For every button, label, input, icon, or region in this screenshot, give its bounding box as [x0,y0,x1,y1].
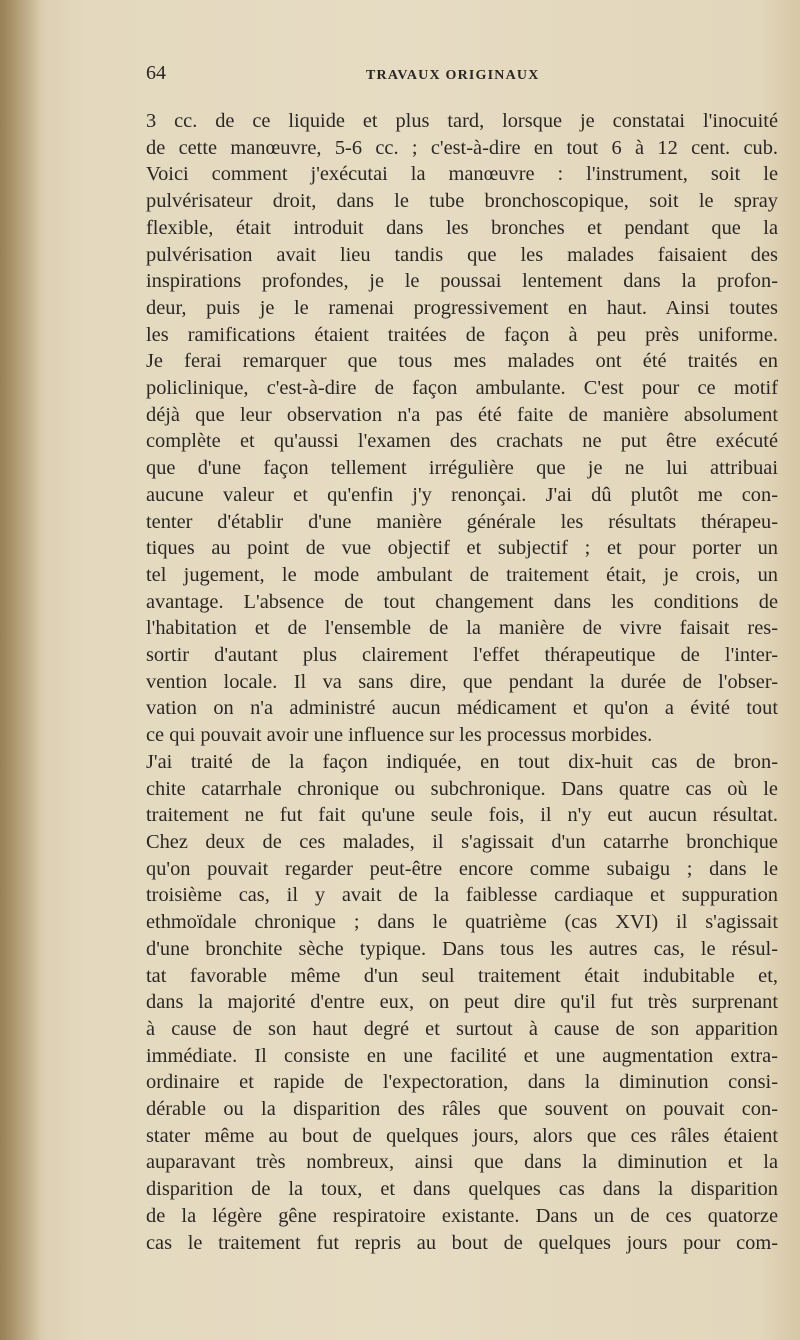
text-line: l'habitation et de l'ensemble de la manière de vivre faisait res- [146,617,778,640]
text-line: pulvérisateur droit, dans le tube bronchoscopique, soit le spray [146,190,778,213]
text-line: policlinique, c'est-à-dire de façon ambulante. C'est pour ce motif [146,377,778,400]
text-line: flexible, était introduit dans les bronches et pendant que la [146,216,778,239]
text-line: qu'on pouvait regarder peut-être encore comme subaigu ; dans le [146,857,778,880]
text-line: tel jugement, le mode ambulant de traitement était, je crois, un [146,563,778,586]
text-line: 3 cc. de ce liquide et plus tard, lorsque je constatai l'inocuité [146,110,778,132]
text-line: ethmoïdale chronique ; dans le quatrième (cas XVI) il s'agissait [146,911,778,934]
running-head: TRAVAUX ORIGINAUX [366,68,540,83]
text-line: de la légère gêne respiratoire existante. Dans un de ces quatorze [146,1204,778,1227]
text-line: Voici comment j'exécutai la manœuvre : l'instrument, soit le [146,163,778,186]
text-line: déjà que leur observation n'a pas été faite de manière absolument [146,403,778,426]
text-line: inspirations profondes, je le poussai lentement dans la profon- [146,270,778,293]
text-line: avantage. L'absence de tout changement dans les conditions de [146,590,778,613]
text-line: immédiate. Il consiste en une facilité et une augmentation extra- [146,1044,778,1067]
text-line: tiques au point de vue objectif et subjectif ; et pour porter un [146,537,778,560]
text-line: d'une bronchite sèche typique. Dans tous les autres cas, le résul- [146,937,778,960]
text-line: aucune valeur et qu'enfin j'y renonçai. J'ai dû plutôt me con- [146,483,778,506]
text-line: tat favorable même d'un seul traitement était indubitable et, [146,964,778,987]
text-line: pulvérisation avait lieu tandis que les malades faisaient des [146,243,778,266]
text-line: ordinaire et rapide de l'expectoration, dans la diminution consi- [146,1071,778,1094]
text-line: dans la majorité d'entre eux, on peut dire qu'il fut très surprenant [146,991,778,1014]
text-line: Chez deux de ces malades, il s'agissait d'un catarrhe bronchique [146,830,778,853]
text-line: stater même au bout de quelques jours, alors que ces râles étaient [146,1124,778,1147]
text-line: troisième cas, il y avait de la faiblesse cardiaque et suppuration [146,884,778,907]
text-line: dérable ou la disparition des râles que souvent on pouvait con- [146,1098,778,1121]
text-line: sortir d'autant plus clairement l'effet thérapeutique de l'inter- [146,644,778,667]
text-line: chite catarrhale chronique ou subchronique. Dans quatre cas où le [146,777,778,800]
text-line: tenter d'établir d'une manière générale les résultats thérapeu- [146,510,778,533]
body-text [146,108,778,1256]
text-line: disparition de la toux, et dans quelques cas dans la disparition [146,1178,778,1201]
text-line: les ramifications étaient traitées de façon à peu près uniforme. [146,323,778,346]
text-line: vation on n'a administré aucun médicament et qu'on a évité tout [146,697,778,720]
text-line: vention locale. Il va sans dire, que pendant la durée de l'obser- [146,670,778,693]
text-line: cas le traitement fut repris au bout de quelques jours pour com- [146,1231,778,1254]
text-line: traitement ne fut fait qu'une seule fois, il n'y eut aucun résultat. [146,804,778,827]
page-number: 64 [146,62,166,84]
text-line: de cette manœuvre, 5-6 cc. ; c'est-à-dire en tout 6 à 12 cent. cub. [146,136,778,159]
page-gutter-shadow [0,0,40,1340]
text-line: complète et qu'aussi l'examen des crachats ne put être exécuté [146,430,778,453]
text-line: ce qui pouvait avoir une influence sur les processus morbides. [146,724,653,747]
page-header [146,62,766,92]
text-line: que d'une façon tellement irrégulière que je ne lui attribuai [146,457,778,480]
text-line: Je ferai remarquer que tous mes malades ont été traités en [146,350,778,373]
text-line: J'ai traité de la façon indiquée, en tout dix-huit cas de bron- [146,750,778,773]
text-line: à cause de son haut degré et surtout à cause de son apparition [146,1017,778,1040]
text-line: auparavant très nombreux, ainsi que dans la diminution et la [146,1151,778,1174]
text-line: deur, puis je le ramenai progressivement en haut. Ainsi toutes [146,296,778,319]
